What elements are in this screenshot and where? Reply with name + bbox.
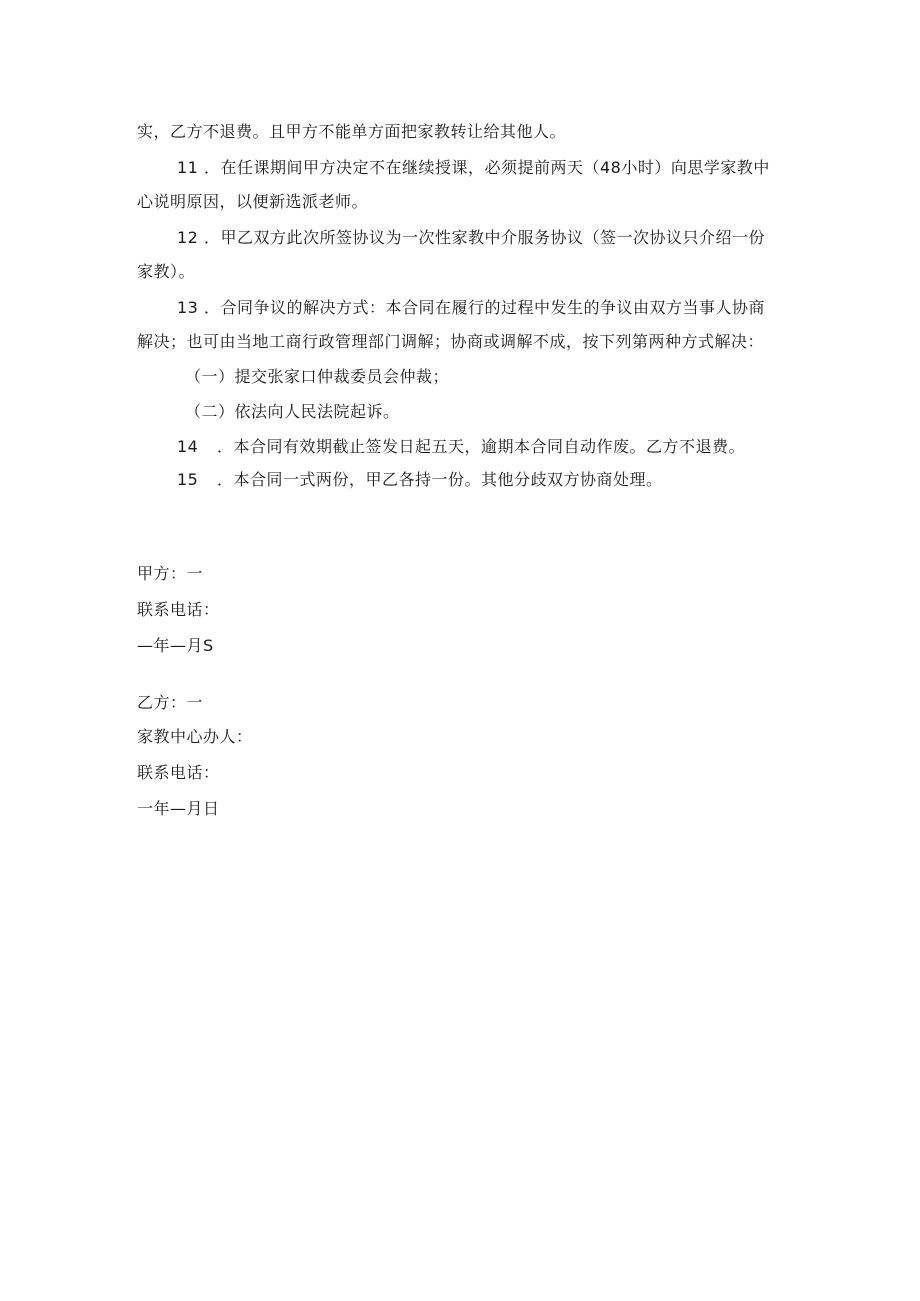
party-b-agent: 家教中心办人： xyxy=(137,727,253,746)
party-a-date: —年—月S xyxy=(137,636,214,655)
party-b-name: 乙方：一 xyxy=(137,693,204,712)
clause-14-text: ．本合同有效期截止签发日起五天，逾期本合同自动作废。乙方不退费。 xyxy=(217,437,746,456)
party-a-name: 甲方：一 xyxy=(137,564,204,583)
clause-15-number: 15 xyxy=(177,470,199,489)
clause-13-number: 13 xyxy=(177,298,199,317)
clause-12-line-1 xyxy=(177,227,765,249)
party-a-phone: 联系电话： xyxy=(137,600,220,619)
clause-15-text: ．本合同一式两份，甲乙各持一份。其他分歧双方协商处理。 xyxy=(217,470,663,489)
party-b-phone: 联系电话： xyxy=(137,763,220,782)
clause-12-text: ．甲乙双方此次所签协议为一次性家教中介服务协议（签一次协议只介绍一份 xyxy=(203,228,765,247)
clause-11-number: 11 xyxy=(177,158,199,177)
clause-13-line-2: 解决；也可由当地工商行政管理部门调解；协商或调解不成，按下列第两种方式解决： xyxy=(137,332,765,351)
clause-12-line-2: 家教）。 xyxy=(137,262,196,281)
clause-14 xyxy=(177,436,745,458)
clause-13-option-2: （二）依法向人民法院起诉。 xyxy=(185,402,400,421)
clause-10-tail: 实，乙方不退费。且甲方不能单方面把家教转让给其他人。 xyxy=(137,122,567,141)
clause-11-line-2: 心说明原因，以便新选派老师。 xyxy=(137,192,369,211)
party-b-date: 一年—月日 xyxy=(137,799,220,818)
clause-13-option-1: （一）提交张家口仲裁委员会仲裁； xyxy=(185,367,450,386)
clause-11-text: ．在任课期间甲方决定不在继续授课，必须提前两天（48小时）向思学家教中 xyxy=(203,158,770,177)
clause-13-text: ．合同争议的解决方式：本合同在履行的过程中发生的争议由双方当事人协商 xyxy=(203,298,765,317)
clause-12-number: 12 xyxy=(177,228,199,247)
clause-13-line-1 xyxy=(177,297,765,319)
clause-15 xyxy=(177,469,663,491)
clause-14-number: 14 xyxy=(177,437,199,456)
clause-11-line-1 xyxy=(177,157,770,179)
